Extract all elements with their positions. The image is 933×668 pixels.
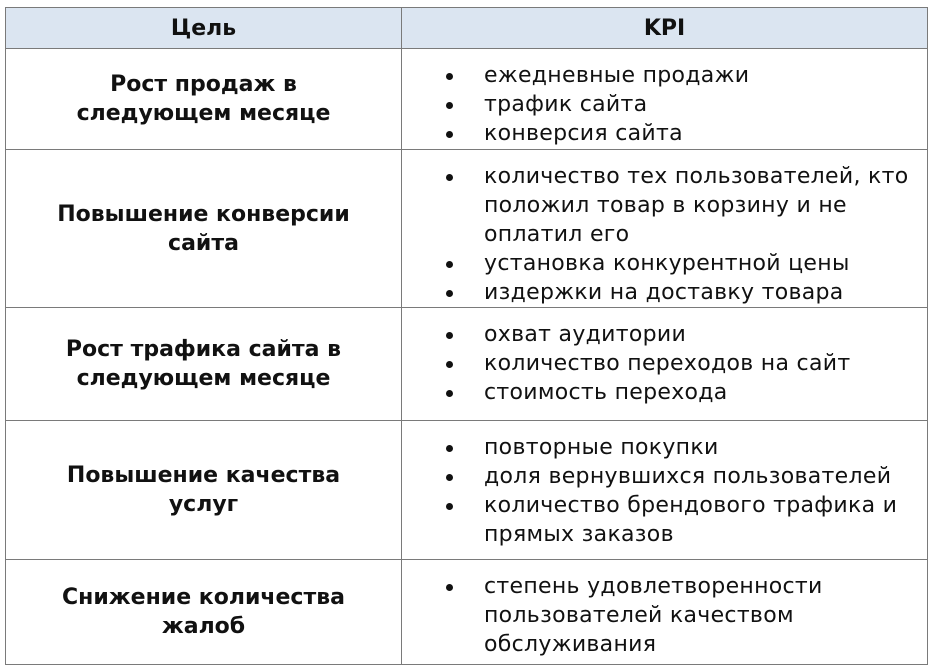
table-row: [6, 421, 928, 560]
kpi-cell: [402, 150, 928, 308]
list-item: [402, 572, 927, 659]
goal-line: Рост трафика сайта в: [65, 337, 342, 362]
table-row: [6, 150, 928, 308]
goals-kpi-table: [5, 7, 928, 665]
bullet-icon: [446, 174, 453, 181]
goal-line: жалоб: [161, 614, 246, 639]
kpi-list: [402, 49, 927, 148]
kpi-cell: [402, 560, 928, 665]
goal-cell: [6, 150, 402, 308]
bullet-icon: [446, 584, 453, 591]
table-row: [6, 560, 928, 665]
bullet-icon: [446, 290, 453, 297]
kpi-text: конверсия сайта: [484, 121, 683, 146]
list-item: [402, 61, 927, 90]
bullet-icon: [446, 332, 453, 339]
kpi-text: трафик сайта: [484, 92, 648, 117]
bullet-icon: [446, 102, 453, 109]
list-item: [402, 349, 927, 378]
kpi-list: [402, 421, 927, 549]
bullet-icon: [446, 73, 453, 80]
list-item: [402, 162, 927, 249]
goal-line: сайта: [168, 230, 239, 256]
kpi-text: издержки на доставку товара: [484, 280, 844, 305]
table-row: [6, 49, 928, 150]
bullet-icon: [446, 361, 453, 368]
kpi-text: ежедневные продажи: [484, 63, 750, 88]
list-item: [402, 278, 927, 307]
goal-line: Повышение конверсии: [57, 201, 350, 227]
kpi-list: [402, 150, 927, 307]
header-row: [6, 8, 928, 49]
bullet-icon: [446, 503, 453, 510]
goal-cell: [6, 308, 402, 421]
goal-line: Рост продаж в: [110, 72, 297, 97]
list-item: [402, 249, 927, 278]
kpi-list: [402, 308, 927, 407]
goal-cell: [6, 560, 402, 665]
bullet-icon: [446, 474, 453, 481]
kpi-cell: [402, 308, 928, 421]
goal-line: следующем месяце: [76, 101, 331, 126]
list-item: [402, 119, 927, 148]
goal-line: Повышение качества: [66, 463, 341, 488]
bullet-icon: [446, 261, 453, 268]
list-item: [402, 90, 927, 119]
kpi-text: установка конкурентной цены: [484, 251, 850, 276]
header-goal: Цель: [6, 8, 402, 49]
kpi-text: охват аудитории: [484, 322, 687, 347]
goal-line: Снижение количества: [62, 585, 345, 610]
kpi-text: степень удовлетворенности пользователей качеством обслуживания: [484, 574, 823, 657]
kpi-list: [402, 560, 927, 659]
kpi-text: количество переходов на сайт: [484, 351, 851, 376]
kpi-cell: [402, 421, 928, 560]
list-item: [402, 491, 927, 549]
bullet-icon: [446, 445, 453, 452]
kpi-text: повторные покупки: [484, 435, 719, 460]
kpi-text: количество брендового трафика и прямых заказов: [484, 493, 898, 547]
bullet-icon: [446, 390, 453, 397]
kpi-text: количество тех пользователей, кто положил товар в корзину и не оплатил его: [484, 164, 909, 247]
list-item: [402, 433, 927, 462]
goal-line: следующем месяце: [76, 366, 331, 391]
list-item: [402, 378, 927, 407]
table-row: [6, 308, 928, 421]
kpi-cell: [402, 49, 928, 150]
list-item: [402, 462, 927, 491]
goal-line: услуг: [168, 492, 239, 517]
goal-cell: [6, 49, 402, 150]
list-item: [402, 320, 927, 349]
header-kpi: KPI: [402, 8, 928, 49]
bullet-icon: [446, 131, 453, 138]
kpi-text: доля вернувшихся пользователей: [484, 464, 892, 489]
goal-cell: [6, 421, 402, 560]
kpi-text: стоимость перехода: [484, 380, 728, 405]
